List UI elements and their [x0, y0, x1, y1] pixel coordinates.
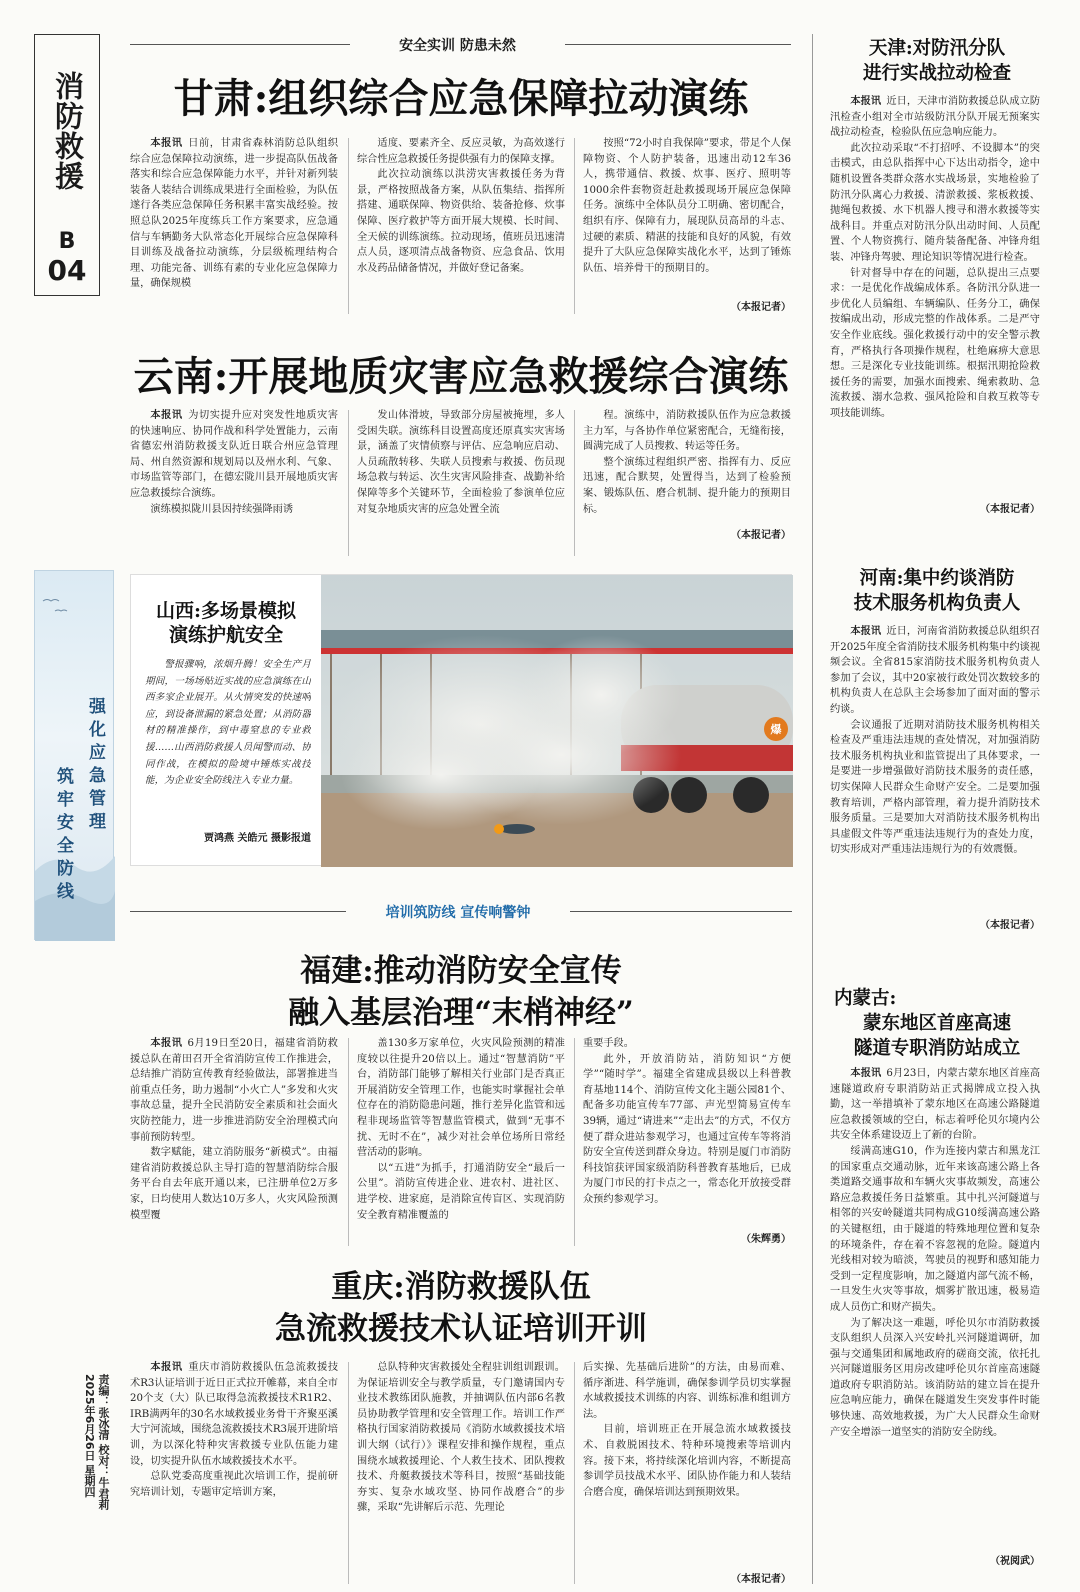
neimenggu-body	[830, 1066, 1040, 1550]
paragraph	[130, 1360, 338, 1469]
fujian-col3	[583, 1036, 791, 1226]
paragraph-text: 适度、要素齐全、反应灵敏，为高效遂行综合性应急救援任务提供强有力的保障支撑。	[357, 138, 565, 165]
chongqing-col3	[583, 1360, 791, 1560]
paragraph-text: 整个演练过程组织严密、指挥有力、反应迅速，配合默契，处置得当，达到了检验预案、锻炼队伍、磨合机制、提升能力的预期目标。	[583, 456, 791, 515]
paragraph	[357, 1360, 565, 1516]
paragraph-text: 日前，甘肃省森林消防总队组织综合应急保障拉动演练，进一步提高队伍战备落实和综合应急保障能力水平，并针对新列装装备人装结合训练成果进行全面检验，为队伍遂行各类应急保障任务积累丰富实战经验。按照总队2025年度练兵工作方案要求，应急通信与车辆勤务大队常态化开展综合应急保障科目训练及战备拉动演练，分层级梳理结构合理、功能完备、训练有素的专业化应急保障力量，确保规模	[130, 138, 338, 290]
paragraph-text: 此外，开放消防站，消防知识“方便学”“随时学”。福建全省建成县级以上科普教育基地114个、消防宣传文化主题公园81个、配备多功能宣传车77部、声光型简易宣传车39辆，通过“请进来”“走出去”的方式，不仅方便了群众进站参观学习，也通过宣传车等将消防安全宣传送到群众身边。特别是厦门市消防科技馆获评国家级消防科普教育基地后，已成为厦门市民的打卡点之一，常态化开放接受群众预约参观学习。	[583, 1053, 791, 1205]
paragraph-text: 重庆市消防救援队伍急流救援技术R3认证培训于近日正式拉开帷幕，来自全市20个支（大）队已取得急流救援技术R1R2、IRB满两年的30名水域救援业务骨干齐聚巫溪大宁河流域，围绕急流救援技术R3展开进阶培训，为以深化特种灾害救援专业队伍能力建设，切实提升队伍水域救援技术水平。	[130, 1362, 338, 1467]
paragraph	[830, 1316, 1040, 1441]
gansu-col2	[357, 136, 565, 314]
shanxi-headline	[139, 599, 313, 647]
drill-photo	[321, 575, 793, 867]
tanker-label: 爆	[770, 723, 782, 736]
paragraph	[583, 1036, 791, 1052]
dateline: 本报讯	[150, 1362, 183, 1373]
paragraph	[357, 408, 565, 517]
paragraph-text: 发山体滑坡，导致部分房屋被掩埋，多人受困失联。演练科目设置高度还原真实灾害场景，涵盖了灾情侦察与评估、应急响应启动、人员疏散转移、失联人员搜索与救援、伤员现场急救与转运、次生灾害风险排查、战勤补给保障等多个关键环节，全面检验了参演单位应对复杂地质灾害的应急处置全流	[357, 410, 565, 515]
paragraph	[130, 1036, 338, 1145]
kicker-rule-left	[130, 911, 346, 912]
section-label-box	[34, 34, 100, 296]
column-divider	[348, 1038, 349, 1246]
gansu-headline: 甘肃:组织综合应急保障拉动演练	[173, 75, 749, 122]
kicker-rule-left	[130, 44, 350, 45]
dateline: 本报讯	[850, 96, 882, 107]
neimenggu-title-line2: 蒙东地区首座高速	[862, 1013, 1011, 1034]
paragraph	[130, 1469, 338, 1500]
paragraph-text: 近日，天津市消防救援总队成立防汛检查小组对全市站级防汛分队开展无预案实战拉动检查，检验队伍应急响应能力。	[830, 96, 1040, 139]
paragraph-text: 此次拉动演练以洪涝灾害救援任务为背景，严格按照战备方案，从队伍集结、指挥所搭建、通联保障、物资供给、装备抢修、炊事保障、医疗救护等方面开展大规模、长时间、全天候的训练演练。拉动现场，值班员迅速清点人员，逐项清点战备物资、应急食品、饮用水及药品储备情况，并做好登记备案。	[357, 169, 565, 274]
section-name: 消防救援	[51, 71, 85, 191]
yunnan-headline: 云南:开展地质灾害应急救援综合演练	[133, 353, 789, 400]
dateline: 本报讯	[150, 138, 183, 149]
chongqing-title-line2: 急流救援技术认证培训开训	[275, 1311, 647, 1347]
right-column-divider	[812, 34, 813, 1584]
neimenggu-title-line3: 隧道专职消防站成立	[853, 1038, 1021, 1059]
chongqing-byline: （本报记者）	[731, 1574, 791, 1585]
paragraph-text: 目前，培训班正在开展急流水域救援技术、自救脱困技术、特种环境搜索等培训内容。接下来，将持续深化培训内容，不断提高参训学员技战术水平、团队协作能力和人装结合磨合度，确保培训达到预期效果。	[583, 1424, 791, 1498]
paragraph-text: 近日，河南省消防救援总队组织召开2025年度全省消防技术服务机构集中约谈视频会议。全省815家消防技术服务机构负责人参加了会议，其中20家被行政处罚次数较多的机构负责人在总队主会场参加了面对面的警示约谈。	[830, 626, 1040, 715]
dateline: 本报讯	[150, 1038, 183, 1049]
dateline: 本报讯	[150, 410, 183, 421]
neimenggu-byline: （祝阅武）	[990, 1556, 1040, 1567]
paragraph	[830, 1144, 1040, 1316]
paragraph-text: 为了解决这一难题，呼伦贝尔市消防救援支队组织人员深入兴安岭扎兴河隧道调研，加强与交通集团和属地政府的磋商交流，依托扎兴河隧道服务区用房改建呼伦贝尔首座高速隧道政府专职消防站。该消防站的建立旨在提升应急响应能力，确保在隧道发生突发事件时能够快速、高效地救援，为广大人民群众生命财产安全增添一道坚实的消防安全防线。	[830, 1317, 1040, 1438]
henan-title-line1: 河南:集中约谈消防	[859, 568, 1015, 589]
henan-body	[830, 624, 1040, 914]
page-number: 04	[47, 254, 87, 287]
tianjin-body	[830, 94, 1040, 498]
gansu-col3	[583, 136, 791, 296]
paragraph-text: 总队特种灾害救援处全程驻训组训跟训。为保证培训安全与教学质量，专门邀请国内专业技术教练团队施教，并抽调队伍内部6名教员协助教学管理和安全管理工作。培训工作严格执行国家消防救援局《消防水域救援技术培训大纲（试行）》课程安排和操作规程，重点围绕水域救援理论、个人救生技术、团队搜救技术、舟艇救援技术等科目，按照“基础技能夯实、复杂水域攻坚、协同作战磨合”的步骤，采取“先讲解后示范、先理论	[357, 1362, 565, 1514]
paragraph	[583, 455, 791, 517]
fujian-title-line1: 福建:推动消防安全宣传	[300, 953, 622, 989]
gansu-byline: （本报记者）	[731, 302, 791, 313]
paragraph-text: 此次拉动采取“不打招呼、不设脚本”的突击模式，由总队指挥中心下达出动指令，途中随机设置各类群众落水实战场景，实地检验了防汛分队离心力救援、清淤救援、浆板救援、抛绳包救援、水下机器人搜寻和潜水救援等实战科目。并重点对防汛分队出动时间、人员配置、个人物资携行、随舟装备配备、冲锋舟组装、冲锋舟驾驶、理论知识等情况进行检查。	[830, 142, 1040, 263]
yunnan-col1	[130, 408, 338, 558]
paragraph-text: 后实操、先基础后进阶”的方法，由易而难、循序渐进、科学施训，确保参训学员切实掌握水域救援技术训练的内容、训练标准和组训方法。	[583, 1362, 791, 1420]
chongqing-headline	[130, 1266, 792, 1350]
paragraph	[357, 1036, 565, 1161]
paragraph	[130, 408, 338, 502]
chongqing-title-line1: 重庆:消防救援队伍	[331, 1269, 591, 1305]
neimenggu-headline	[828, 986, 1046, 1061]
gansu-col1	[130, 136, 338, 314]
editor-credits	[70, 1374, 110, 1584]
tianjin-title-line1: 天津:对防汛分队	[868, 38, 1006, 59]
shanxi-title-line1: 山西:多场景模拟	[155, 600, 296, 622]
paragraph-text: 数字赋能，建立消防服务“新模式”。由福建省消防救援总队主导打造的智慧消防综合服务平台自去年底开通以来，已注册单位2万多家，日均使用人数达10万多人，火灾风险预测模型覆	[130, 1147, 338, 1221]
yunnan-byline: （本报记者）	[731, 530, 791, 541]
henan-headline	[828, 566, 1046, 616]
paragraph	[583, 1052, 791, 1208]
chongqing-col1	[130, 1360, 338, 1586]
tianjin-title-line2: 进行实战拉动检查	[862, 63, 1011, 84]
henan-byline: （本报记者）	[980, 920, 1040, 931]
paragraph-text: 演练模拟陇川县因持续强降雨诱	[150, 503, 294, 515]
fujian-col1	[130, 1036, 338, 1248]
paragraph	[130, 1145, 338, 1223]
top-kicker: 安全实训 防患未然	[399, 38, 516, 54]
mid-kicker: 培训筑防线 宣传响警钟	[385, 905, 531, 921]
paragraph	[583, 1360, 791, 1422]
column-divider	[574, 138, 575, 314]
column-divider	[348, 410, 349, 556]
section-letter: B	[58, 229, 76, 254]
paragraph	[830, 718, 1040, 858]
paragraph	[130, 136, 338, 292]
paragraph	[583, 408, 791, 455]
paragraph	[830, 266, 1040, 422]
dateline: 本报讯	[850, 626, 882, 637]
paragraph-text: 6月23日，内蒙古蒙东地区首座高速隧道政府专职消防站正式揭牌成立投入执勤，这一举措填补了蒙东地区在高速公路隧道应急救援领域的空白，标志着呼伦贝尔境内公共安全体系建设迈上了新的台阶。	[830, 1068, 1040, 1142]
fujian-byline: （朱辉勇）	[741, 1234, 791, 1245]
fujian-headline	[130, 950, 792, 1034]
fujian-title-line2: 融入基层治理“末梢神经”	[288, 995, 634, 1031]
paragraph-text: 盖130多万家单位，火灾风险预测的精准度较以往提升20倍以上。通过“智慧消防”平台，消防部门能够了解相关行业部门是否真正开展消防安全管理工作，也能实时掌握社会单位存在的消防隐患问题，推行差异化监管和远程非现场监管等智慧监管模式，做到“无事不扰、无时不在”，减少对社会单位场所日常经营活动的影响。	[357, 1038, 565, 1159]
paragraph	[357, 136, 565, 167]
fujian-col2	[357, 1036, 565, 1248]
paragraph	[830, 141, 1040, 266]
shanxi-caption: 警报骤响，浓烟升腾！安全生产月期间，一场场贴近实战的应急演练在山西多家企业展开。从火情突发的快速响应，到设备泄漏的紧急处置；从消防器材的精准操作，到中毒窒息的专业救援……山西消防救援人员闻警而动、协同作战，在模拟的险境中锤炼实战技能，为企业安全防线注入专业力量。	[145, 659, 311, 787]
paragraph	[830, 94, 1040, 141]
paragraph-text: 重要手段。	[583, 1038, 634, 1049]
paragraph	[583, 1422, 791, 1500]
yunnan-col2	[357, 408, 565, 558]
issue-date: 2025年6月26日 星期四	[83, 1374, 96, 1498]
paragraph	[357, 167, 565, 276]
paragraph-text: 绥满高速G10，作为连接内蒙古和黑龙江的国家重点交通动脉，近年来该高速公路上各类道路交通事故和车辆火灾事故频发，高速公路应急救援任务日益繁重。其中扎兴河隧道与相邻的兴安岭隧道共同构成G10绥满高速公路的关键枢纽，由于隧道的特殊地理位置和复杂的环境条件，存在着不容忽视的危险。隧道内光线相对较为暗淡，驾驶员的视野和感知能力受到一定程度影响，加之隧道内部气流不畅，一旦发生火灾等事故，烟雾扩散迅速，极易造成人员伤亡和财产损失。	[830, 1145, 1040, 1313]
paragraph	[583, 136, 791, 276]
paragraph-text: 以“五进”为抓手，打通消防安全“最后一公里”。消防宣传进企业、进农村、进社区、进学校、进家庭，是消除宣传盲区、实现消防安全教育精准覆盖的	[357, 1162, 565, 1221]
editor-names: 责编：张冰清 校对：牛君莉	[97, 1374, 110, 1510]
shanxi-photo-feature	[130, 574, 792, 866]
chongqing-col2	[357, 1360, 565, 1586]
kicker-rule-right	[565, 44, 791, 45]
yunnan-col3	[583, 408, 791, 528]
paragraph-text: 为切实提升应对突发性地质灾害的快速响应、协同作战和科学处置能力，云南省德宏州消防救援支队近日联合州应急管理局、州自然资源和规划局以及州水利、气象、市场监管等部门，在德宏陇川县开展地质灾害应急救援综合演练。	[130, 410, 338, 499]
slogan-line1: 强化应急管理	[85, 697, 105, 835]
paragraph-text: 针对督导中存在的问题，总队提出三点要求：一是优化作战编成体系。各防汛分队进一步优化人员编组、车辆编队、任务分工，确保按编成出动，形成完整的作战体系。二是严守安全作业底线。强化救援行动中的安全警示教育，严格执行各项操作规程，杜绝麻痹大意思想。三是深化专业技能训练。根据汛期抢险救援任务的需要，加强水面搜索、绳索救助、急流救援、溺水急救、强风抢险和自救互救等专项技能训练。	[830, 267, 1040, 419]
paragraph-text: 会议通报了近期对消防技术服务机构相关检查及严重违法违规的查处情况，对加强消防技术服务机构执业和监管提出了具体要求，一是要进一步增强做好消防技术服务的责任感，切实保障人民群众生命财产安全。二是要加强教育培训，严格内部管理，着力提升消防技术服务质量。三是要加大对消防技术服务机构出具虚假文件等严重违法违规行为的查处力度，切实形成对严重违法违规行为的有效震慑。	[830, 719, 1040, 856]
tianjin-byline: （本报记者）	[980, 504, 1040, 515]
neimenggu-title-line1: 内蒙古:	[834, 988, 897, 1009]
column-divider	[574, 410, 575, 556]
henan-title-line2: 技术服务机构负责人	[853, 593, 1021, 614]
paragraph-text: 总队党委高度重视此次培训工作，提前研究培训计划，专题审定培训方案，	[130, 1471, 338, 1498]
dateline: 本报讯	[850, 1068, 882, 1079]
shanxi-credit: 贾鸿燕 关皓元 摄影报道	[204, 833, 311, 844]
paragraph-text: 程。演练中，消防救援队伍作为应急救援主力军，与各协作单位紧密配合，无缝衔接，圆满完成了人员搜救、转运等任务。	[583, 410, 791, 453]
shanxi-title-line2: 演练护航安全	[168, 624, 283, 646]
paragraph	[357, 1161, 565, 1223]
paragraph-text: 6月19日至20日，福建省消防救援总队在莆田召开全省消防宣传工作推进会，总结推广消防宣传教育经验做法，部署推进当前重点任务，助力遏制“小火亡人”多发和火灾事故总量，提升全民消防安全素质和社会面火灾防控能力，进一步推进消防安全治理模式向事前预防转型。	[130, 1038, 338, 1143]
kicker-rule-right	[570, 911, 792, 912]
slogan-panel	[34, 570, 114, 940]
paragraph-text: 按照“72小时自我保障”要求，带足个人保障物资、个人防护装备，迅速出动12车36人，携带通信、救援、炊事、医疗、照明等1000余件套物资赶赴救援现场开展应急保障任务。演练中全体队员分工明确、密切配合，组织有序、保障有力，展现队员高昂的斗志、过硬的素质、精湛的技能和良好的风貌，有效提升了大队应急保障实战化水平，达到了锤炼队伍、培养骨干的预期目的。	[583, 138, 791, 274]
paragraph	[830, 1066, 1040, 1144]
slogan-line2: 筑牢安全防线	[53, 767, 73, 905]
tianjin-headline	[828, 36, 1046, 86]
paragraph	[130, 502, 338, 518]
column-divider	[348, 1362, 349, 1584]
column-divider	[574, 1362, 575, 1584]
paragraph	[830, 624, 1040, 718]
column-divider	[574, 1038, 575, 1246]
column-divider	[348, 138, 349, 314]
